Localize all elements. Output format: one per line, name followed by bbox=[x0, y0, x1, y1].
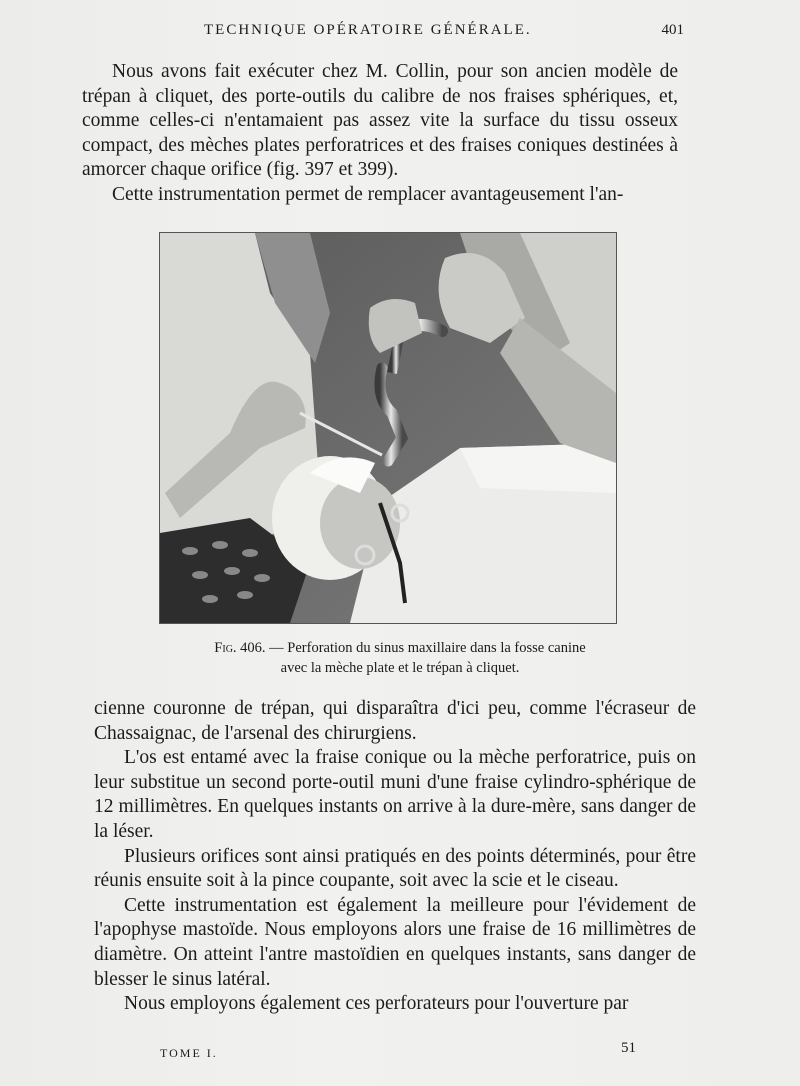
surgery-photograph bbox=[160, 233, 616, 623]
bottom-text-block bbox=[94, 697, 696, 1017]
figure-label: Fig. 406. bbox=[214, 640, 266, 656]
volume-label: TOME I. bbox=[160, 1046, 218, 1060]
caption-line-1 bbox=[150, 638, 650, 658]
figure-caption bbox=[150, 638, 650, 678]
signature-mark: 51 bbox=[621, 1040, 636, 1056]
paragraph: Plusieurs orifices sont ainsi pratiqués en des points déterminés, pour être réunis ensuite soit à la pince coupante, soit avec la scie et le ciseau. bbox=[94, 845, 696, 892]
caption-text-1: — Perforation du sinus maxillaire dans la fosse canine bbox=[269, 640, 586, 656]
page-number: 401 bbox=[661, 22, 684, 38]
paragraph: L'os est entamé avec la fraise conique ou la mèche perforatrice, puis on leur substitue un second porte-outil muni d'une fraise cylindro-sphérique de 12 millimètres. En quelques instants on arrive à la dure-mère, sans danger de la léser. bbox=[94, 747, 696, 842]
paragraph: cienne couronne de trépan, qui disparaîtra d'ici peu, comme l'écraseur de Chassaignac, de l'arsenal des chirurgiens. bbox=[94, 698, 696, 744]
photo-illustration bbox=[160, 233, 616, 623]
paragraph: Cette instrumentation est également la meilleure pour l'évidement de l'apophyse mastoïde. Nous employons alors une fraise de 16 millimètres de diamètre. On atteint l'antre mastoïdien en quelques instants, sans danger de blesser le sinus latéral. bbox=[94, 894, 696, 990]
caption-line-2: avec la mèche plate et le trépan à cliquet. bbox=[280, 660, 520, 676]
running-title: TECHNIQUE OPÉRATOIRE GÉNÉRALE. bbox=[204, 22, 532, 38]
paragraph: Nous employons également ces perforateurs pour l'ouverture par bbox=[124, 993, 629, 1015]
paragraph: Cette instrumentation permet de remplacer avantageusement l'an- bbox=[112, 183, 624, 205]
top-text-block bbox=[82, 60, 678, 208]
paragraph: Nous avons fait exécuter chez M. Collin, pour son ancien modèle de trépan à cliquet, des porte-outils du calibre de nos fraises sphériques, et, comme celles-ci n'entamaient pas assez vite la surface du tissu osseux compact, des mèches plates perforatrices et des fraises coniques destinées à amorcer chaque orifice (fig. 397 et 399). bbox=[82, 61, 678, 181]
